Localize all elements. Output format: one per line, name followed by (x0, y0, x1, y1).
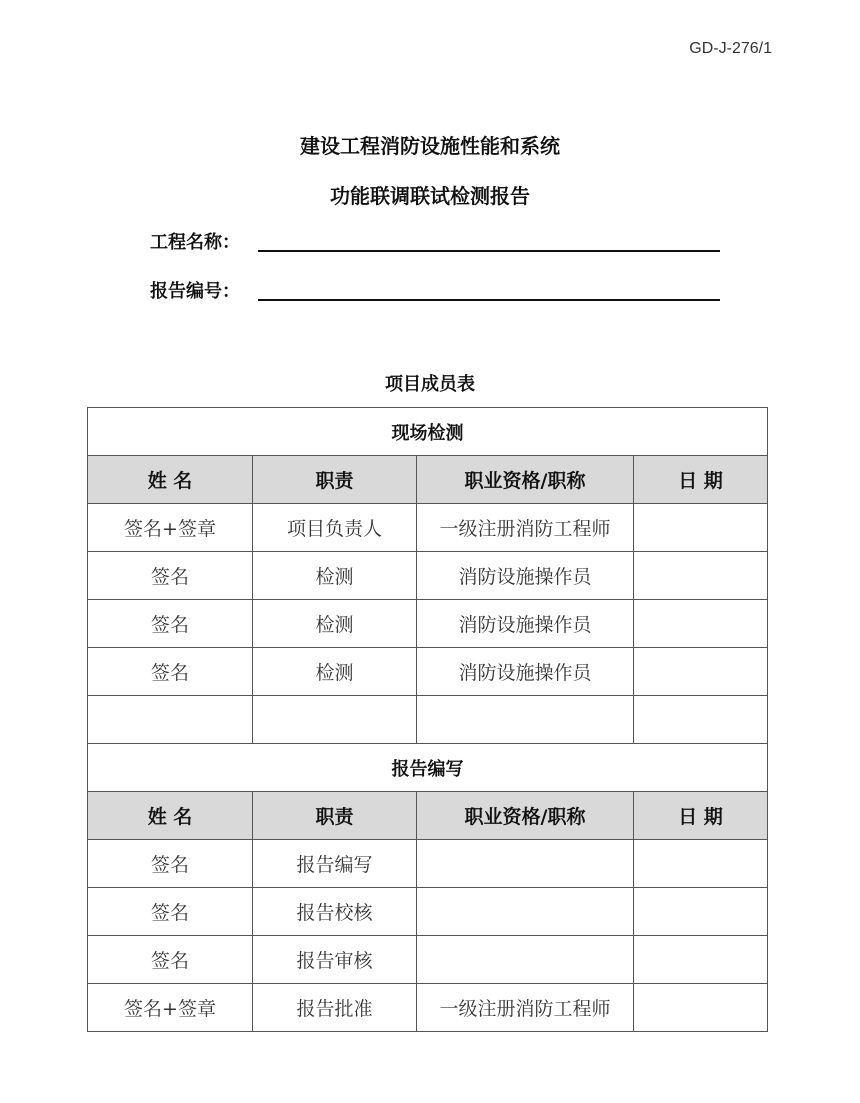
cell-duty[interactable] (253, 696, 417, 744)
cell-date[interactable] (634, 504, 768, 552)
cell-qualification[interactable] (417, 696, 634, 744)
cell-name[interactable] (88, 696, 253, 744)
report-title-line-2: 功能联调联试检测报告 (330, 184, 530, 208)
cell-name[interactable]: 签名 (88, 648, 253, 696)
column-header-date: 日 期 (634, 456, 768, 504)
cell-name[interactable]: 签名 (88, 552, 253, 600)
cell-name[interactable]: 签名 (88, 936, 253, 984)
cell-duty[interactable]: 报告编写 (253, 840, 417, 888)
document-code: GD-J-276/1 (689, 40, 772, 57)
on-site-inspection-header-row (88, 456, 768, 504)
cell-qualification[interactable]: 消防设施操作员 (417, 648, 634, 696)
cell-duty[interactable]: 报告批准 (253, 984, 417, 1032)
column-header-name: 姓 名 (88, 792, 253, 840)
table-row (88, 840, 768, 888)
report-writing-section-title: 报告编写 (88, 744, 768, 792)
cell-date[interactable] (634, 600, 768, 648)
column-header-qualification: 职业资格/职称 (417, 456, 634, 504)
table-row (88, 936, 768, 984)
member-table-title: 项目成员表 (385, 374, 475, 395)
cell-date[interactable] (634, 552, 768, 600)
cell-duty[interactable]: 项目负责人 (253, 504, 417, 552)
project-name-label: 工程名称： (150, 232, 240, 253)
column-header-date: 日 期 (634, 792, 768, 840)
cell-qualification[interactable]: 一级注册消防工程师 (417, 984, 634, 1032)
cell-duty[interactable]: 检测 (253, 648, 417, 696)
cell-qualification[interactable]: 消防设施操作员 (417, 552, 634, 600)
table-row (88, 552, 768, 600)
cell-qualification[interactable] (417, 840, 634, 888)
report-number-field (150, 277, 240, 303)
cell-date[interactable] (634, 888, 768, 936)
table-row (88, 504, 768, 552)
cell-date[interactable] (634, 840, 768, 888)
report-number-label: 报告编号： (150, 281, 240, 302)
cell-name[interactable]: 签名+签章 (88, 504, 253, 552)
column-header-duty: 职责 (253, 792, 417, 840)
cell-name[interactable]: 签名+签章 (88, 984, 253, 1032)
cell-date[interactable] (634, 696, 768, 744)
cell-name[interactable]: 签名 (88, 600, 253, 648)
table-row (88, 888, 768, 936)
cell-qualification[interactable]: 一级注册消防工程师 (417, 504, 634, 552)
cell-date[interactable] (634, 648, 768, 696)
table-row (88, 648, 768, 696)
cell-duty[interactable]: 检测 (253, 600, 417, 648)
table-row (88, 984, 768, 1032)
cell-name[interactable]: 签名 (88, 888, 253, 936)
report-writing-section-row (88, 744, 768, 792)
report-number-blank-line[interactable] (258, 299, 720, 301)
column-header-name: 姓 名 (88, 456, 253, 504)
report-title-line-1: 建设工程消防设施性能和系统 (300, 134, 560, 158)
on-site-inspection-section-title: 现场检测 (88, 408, 768, 456)
cell-date[interactable] (634, 936, 768, 984)
project-name-blank-line[interactable] (258, 250, 720, 252)
cell-duty[interactable]: 检测 (253, 552, 417, 600)
cell-date[interactable] (634, 984, 768, 1032)
column-header-duty: 职责 (253, 456, 417, 504)
cell-qualification[interactable] (417, 936, 634, 984)
cell-qualification[interactable]: 消防设施操作员 (417, 600, 634, 648)
cell-qualification[interactable] (417, 888, 634, 936)
project-name-field (150, 228, 240, 254)
project-member-table (87, 407, 768, 1032)
cell-duty[interactable]: 报告审核 (253, 936, 417, 984)
table-row (88, 696, 768, 744)
cell-duty[interactable]: 报告校核 (253, 888, 417, 936)
column-header-qualification: 职业资格/职称 (417, 792, 634, 840)
report-writing-header-row (88, 792, 768, 840)
cell-name[interactable]: 签名 (88, 840, 253, 888)
on-site-inspection-section-row (88, 408, 768, 456)
table-row (88, 600, 768, 648)
